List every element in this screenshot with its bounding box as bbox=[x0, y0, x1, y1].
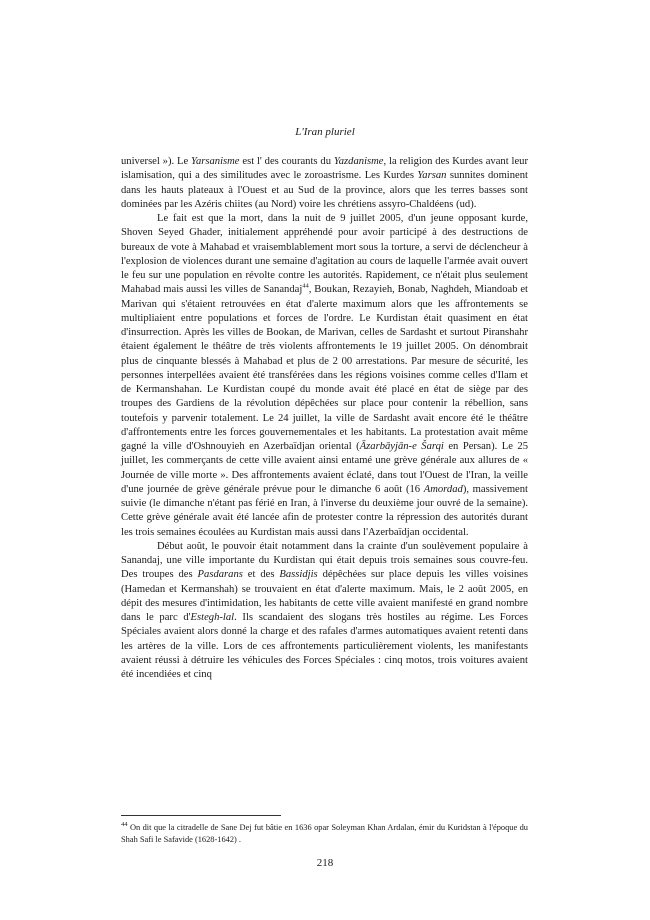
paragraph bbox=[121, 540, 528, 683]
page-number: 218 bbox=[316, 857, 334, 869]
italic-term: Yarsan bbox=[417, 170, 447, 182]
paragraph bbox=[121, 155, 528, 212]
footnote bbox=[121, 822, 528, 845]
italic-term: Āzarbāyjān-e Šarqi bbox=[359, 441, 444, 452]
text-run: et des bbox=[242, 569, 280, 581]
text-run: Début août, le pouvoir était notamment dans la crainte d'un soulèvement populaire à Sanandaj, une ville importante du Kurdistan qui était depuis trois semaines sous couvre-feu. Des troupes des bbox=[121, 540, 528, 581]
paragraph bbox=[121, 212, 528, 540]
footnote-marker: 44 bbox=[121, 821, 128, 829]
italic-term: Estegh-lal bbox=[190, 612, 235, 623]
text-run: , la religion des Kurdes avant leur islamisation, qui a des similitudes avec le zoroastrisme. Les Kurdes bbox=[121, 156, 528, 182]
text-run: dépêchées sur place depuis les villes voisines (Hamedan et Kermanshah) se trouvaient en état d'alerte maximum. Mais, le 2 août 2005, en dépit des mesures d'intimidation, les habitants de cette ville avaient manifesté en grand nombre dans le parc d' bbox=[121, 569, 529, 623]
italic-term: Pasdarans bbox=[197, 569, 243, 581]
text-run: universel »). Le bbox=[121, 156, 192, 167]
body-text bbox=[121, 155, 528, 682]
italic-term: Bassidjis bbox=[279, 569, 318, 581]
footnote-reference: 44 bbox=[302, 282, 309, 290]
italic-term: Yarsanisme bbox=[191, 156, 240, 167]
running-header: L'Iran pluriel bbox=[295, 126, 355, 138]
italic-term: Amordad bbox=[423, 483, 463, 495]
footnote-text: On dit que la citradelle de Sane Dej fut bâtie en 1636 opar Soleyman Khan Ardalan, émir du Kuridstan à l'époque du Shah Safi le Safavide (1628-1642) . bbox=[121, 823, 528, 844]
footnote-separator bbox=[121, 815, 281, 816]
text-run: en Persan). Le 25 juillet, les commerçants de cette ville avaient ainsi entamé une grève générale aux allures de « Journée de ville morte ». Des affrontements avaient éclaté, dans tout l'Ouest de l'Iran, la veille d'une journée de grève générale prévue pour le dimanche 6 août (16 bbox=[121, 441, 529, 495]
text-run: Le fait est que la mort, dans la nuit de 9 juillet 2005, d'un jeune opposant kurde, Shoven Seyed Ghader, initialement appréhendé pour avoir participé à des destructions de bureaux de vote à Mahabad et vraisemblablement mort sous la torture, a servi de déclencheur à l'explosion de violences durant une semaine d'agitation au cours de laquelle l'armée avait ouvert le feu sur une population en révolte contre les autorités. Rapidement, ce n'était plus seulement Mahabad mais aussi les villes de Sanandaj bbox=[121, 213, 528, 296]
text-run: , Boukan, Rezayieh, Bonab, Naghdeh, Miandoab et Marivan qui s'étaient retrouvées en état d'alerte maximum alors que les affrontements se multipliaient entre populations et forces de l'ordre. Le Kurdistan était quasiment en état d'insurrection. Après les villes de Bookan, de Marivan, celles de Sardasht et surtout Piranshahr étaient également le théâtre de très violents affrontements le 19 juillet 2005. On dénombrait plus de cinquante blessés à Mahabad et plus de 2 00 arrestations. Par mesure de sécurité, les personnes interpellées avaient été transférées dans les régions voisines comme celles d'Ilam et de Kermanshahan. Le Kurdistan coupé du monde avait été placé en état de siège par des troupes des Gardiens de la révolution dépêchées sur place pour contenir la rébellion, sans toutefois y parvenir totalement. Le 24 juillet, la ville de Sardasht avait encore été le théâtre d'affrontements entre les forces gouvernementales et les habitants. La protestation avait même gagné la ville d'Oshnouyieh en Azerbaïdjan oriental ( bbox=[121, 284, 528, 452]
text-run: . Ils scandaient des slogans très hostiles au régime. Les Forces Spéciales avaient alors donné la charge et des rafales d'armes automatiques avaient retenti dans les artères de la ville. Lors de ces affrontements particulièrement violents, les manifestants avaient réussi à détruire les véhicules des Forces Spéciales : cinq motos, trois voitures avaient été incendiées et cinq bbox=[121, 612, 528, 680]
text-run: est l' des courants du bbox=[239, 156, 334, 167]
italic-term: Yazdanisme bbox=[333, 156, 384, 167]
text-run: sunnites dominent dans les hauts plateaux à l'Ouest et au Sud de la province, alors que les terres basses sont dominées par les Azéris chiites (au Nord) voire les chrétiens assyro-Chaldéens (ud). bbox=[121, 170, 528, 210]
text-run: ), massivement suivie (le dimanche n'étant pas férié en Iran, à l'inverse du deuxième jour ouvré de la semaine). Cette grève générale avait été lancée afin de protester contre la répression des autorités durant les trois semaines écoulées au Kurdistan mais aussi dans l'Azerbaïdjan occidental. bbox=[121, 483, 528, 538]
